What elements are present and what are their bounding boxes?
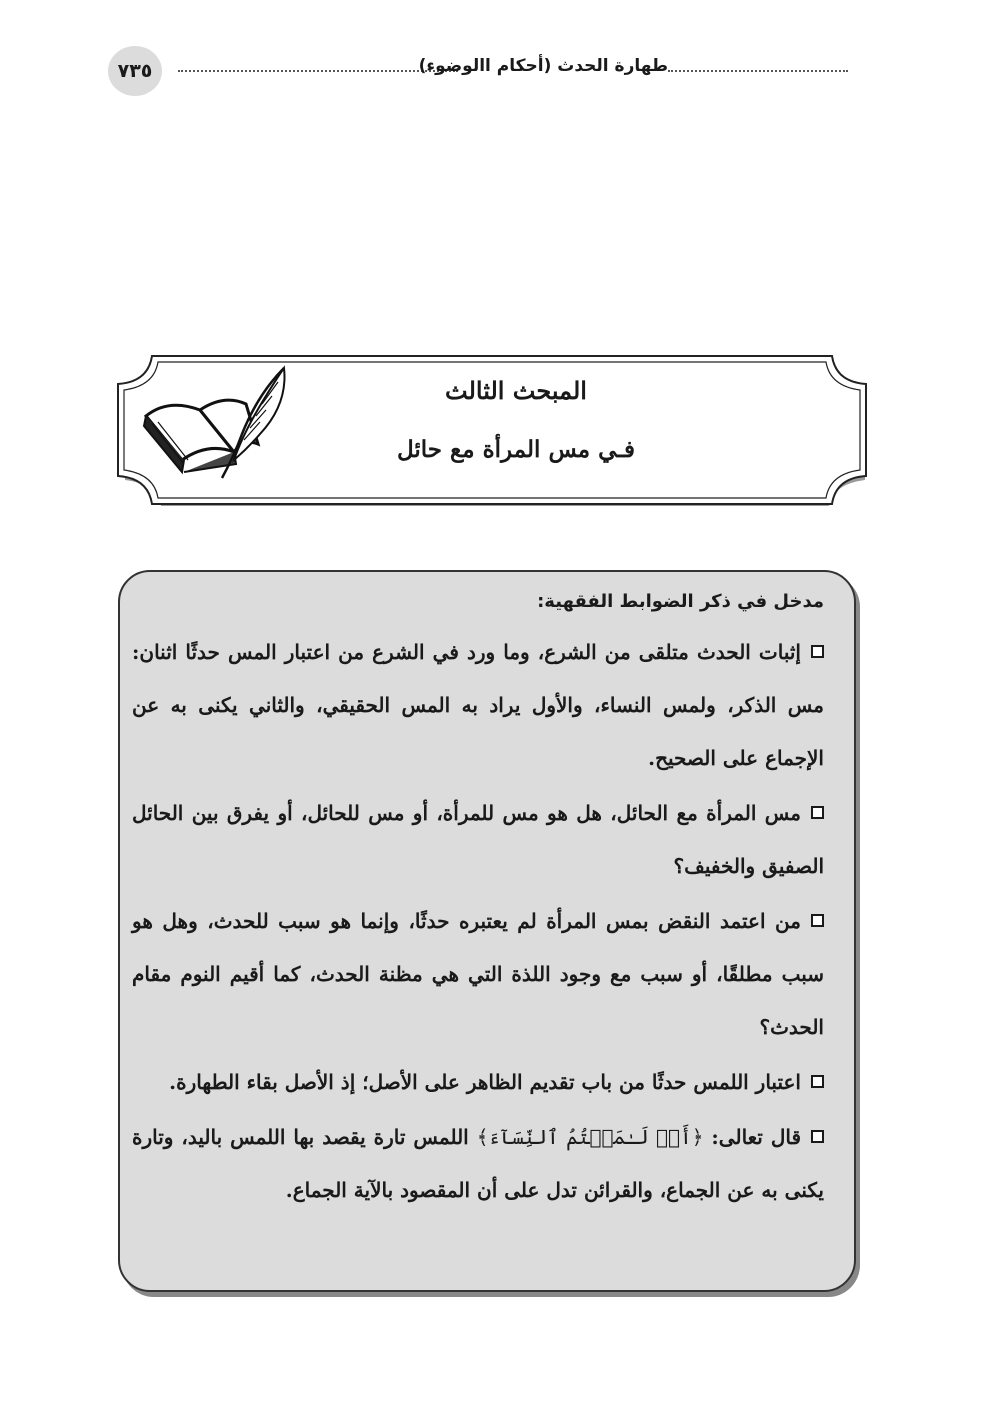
running-header-title: طهارة الحدث (أحكام االوضوء): [418, 56, 668, 76]
checkbox-bullet-icon: [811, 914, 824, 927]
rule-item: [132, 1056, 824, 1109]
checkbox-bullet-icon: [811, 1130, 824, 1143]
rule-text-before-quote: قال تعالى:: [711, 1125, 802, 1149]
rule-text-after-quote: اللمس تارة يقصد بها اللمس باليد، وتارة يكنى به عن الجماع، والقرائن تدل على أن المقصود بالآية الجماع.: [132, 1125, 824, 1202]
rule-item: [132, 626, 824, 785]
rule-text: إثبات الحدث متلقى من الشرع، وما ورد في الشرع من اعتبار المس حدثًا اثنان: مس الذكر، ولمس النساء، والأول يراد به المس الحقيقي، والثاني يكنى به عن الإجماع على الصحيح.: [132, 640, 824, 770]
rule-text: من اعتمد النقض بمس المرأة لم يعتبره حدثًا، وإنما هو سبب للحدث، وهل هو سبب مطلقًا، أو سبب مع وجود اللذة التي هي مظنة الحدث، كما أقيم النوم مقام الحدث؟: [132, 909, 825, 1039]
book-quill-icon: [138, 364, 288, 486]
rule-text: اعتبار اللمس حدثًا من باب تقديم الظاهر على الأصل؛ إذ الأصل بقاء الطهارة.: [169, 1070, 801, 1094]
checkbox-bullet-icon: [811, 645, 824, 658]
rule-item: [132, 1111, 824, 1217]
quran-verse-quote: ﴿أَوۡ لَـٰمَسۡتُمُ ٱلنِّسَآءَ﴾: [476, 1125, 704, 1149]
rule-item: [132, 787, 824, 893]
fiqh-rules-box: [118, 570, 856, 1292]
rule-text: مس المرأة مع الحائل، هل هو مس للمرأة، أو مس للحائل، أو يفرق بين الحائل الصفيق والخفيف؟: [132, 801, 824, 878]
chapter-subtitle: فـي مس المرأة مع حائل: [396, 436, 635, 463]
checkbox-bullet-icon: [811, 1075, 824, 1088]
rules-list: [132, 626, 824, 1217]
rule-item: [132, 895, 824, 1054]
running-header: [108, 46, 848, 98]
page-number: ٧٣٥: [108, 46, 162, 96]
rules-heading: مدخل في ذكر الضوابط الفقهية:: [537, 591, 824, 612]
chapter-title-frame: [116, 352, 868, 508]
header-dotted-rule-left: [178, 70, 458, 72]
chapter-title: المبحث الثالث: [445, 376, 587, 405]
header-dotted-rule-right: [668, 70, 848, 72]
checkbox-bullet-icon: [811, 806, 824, 819]
